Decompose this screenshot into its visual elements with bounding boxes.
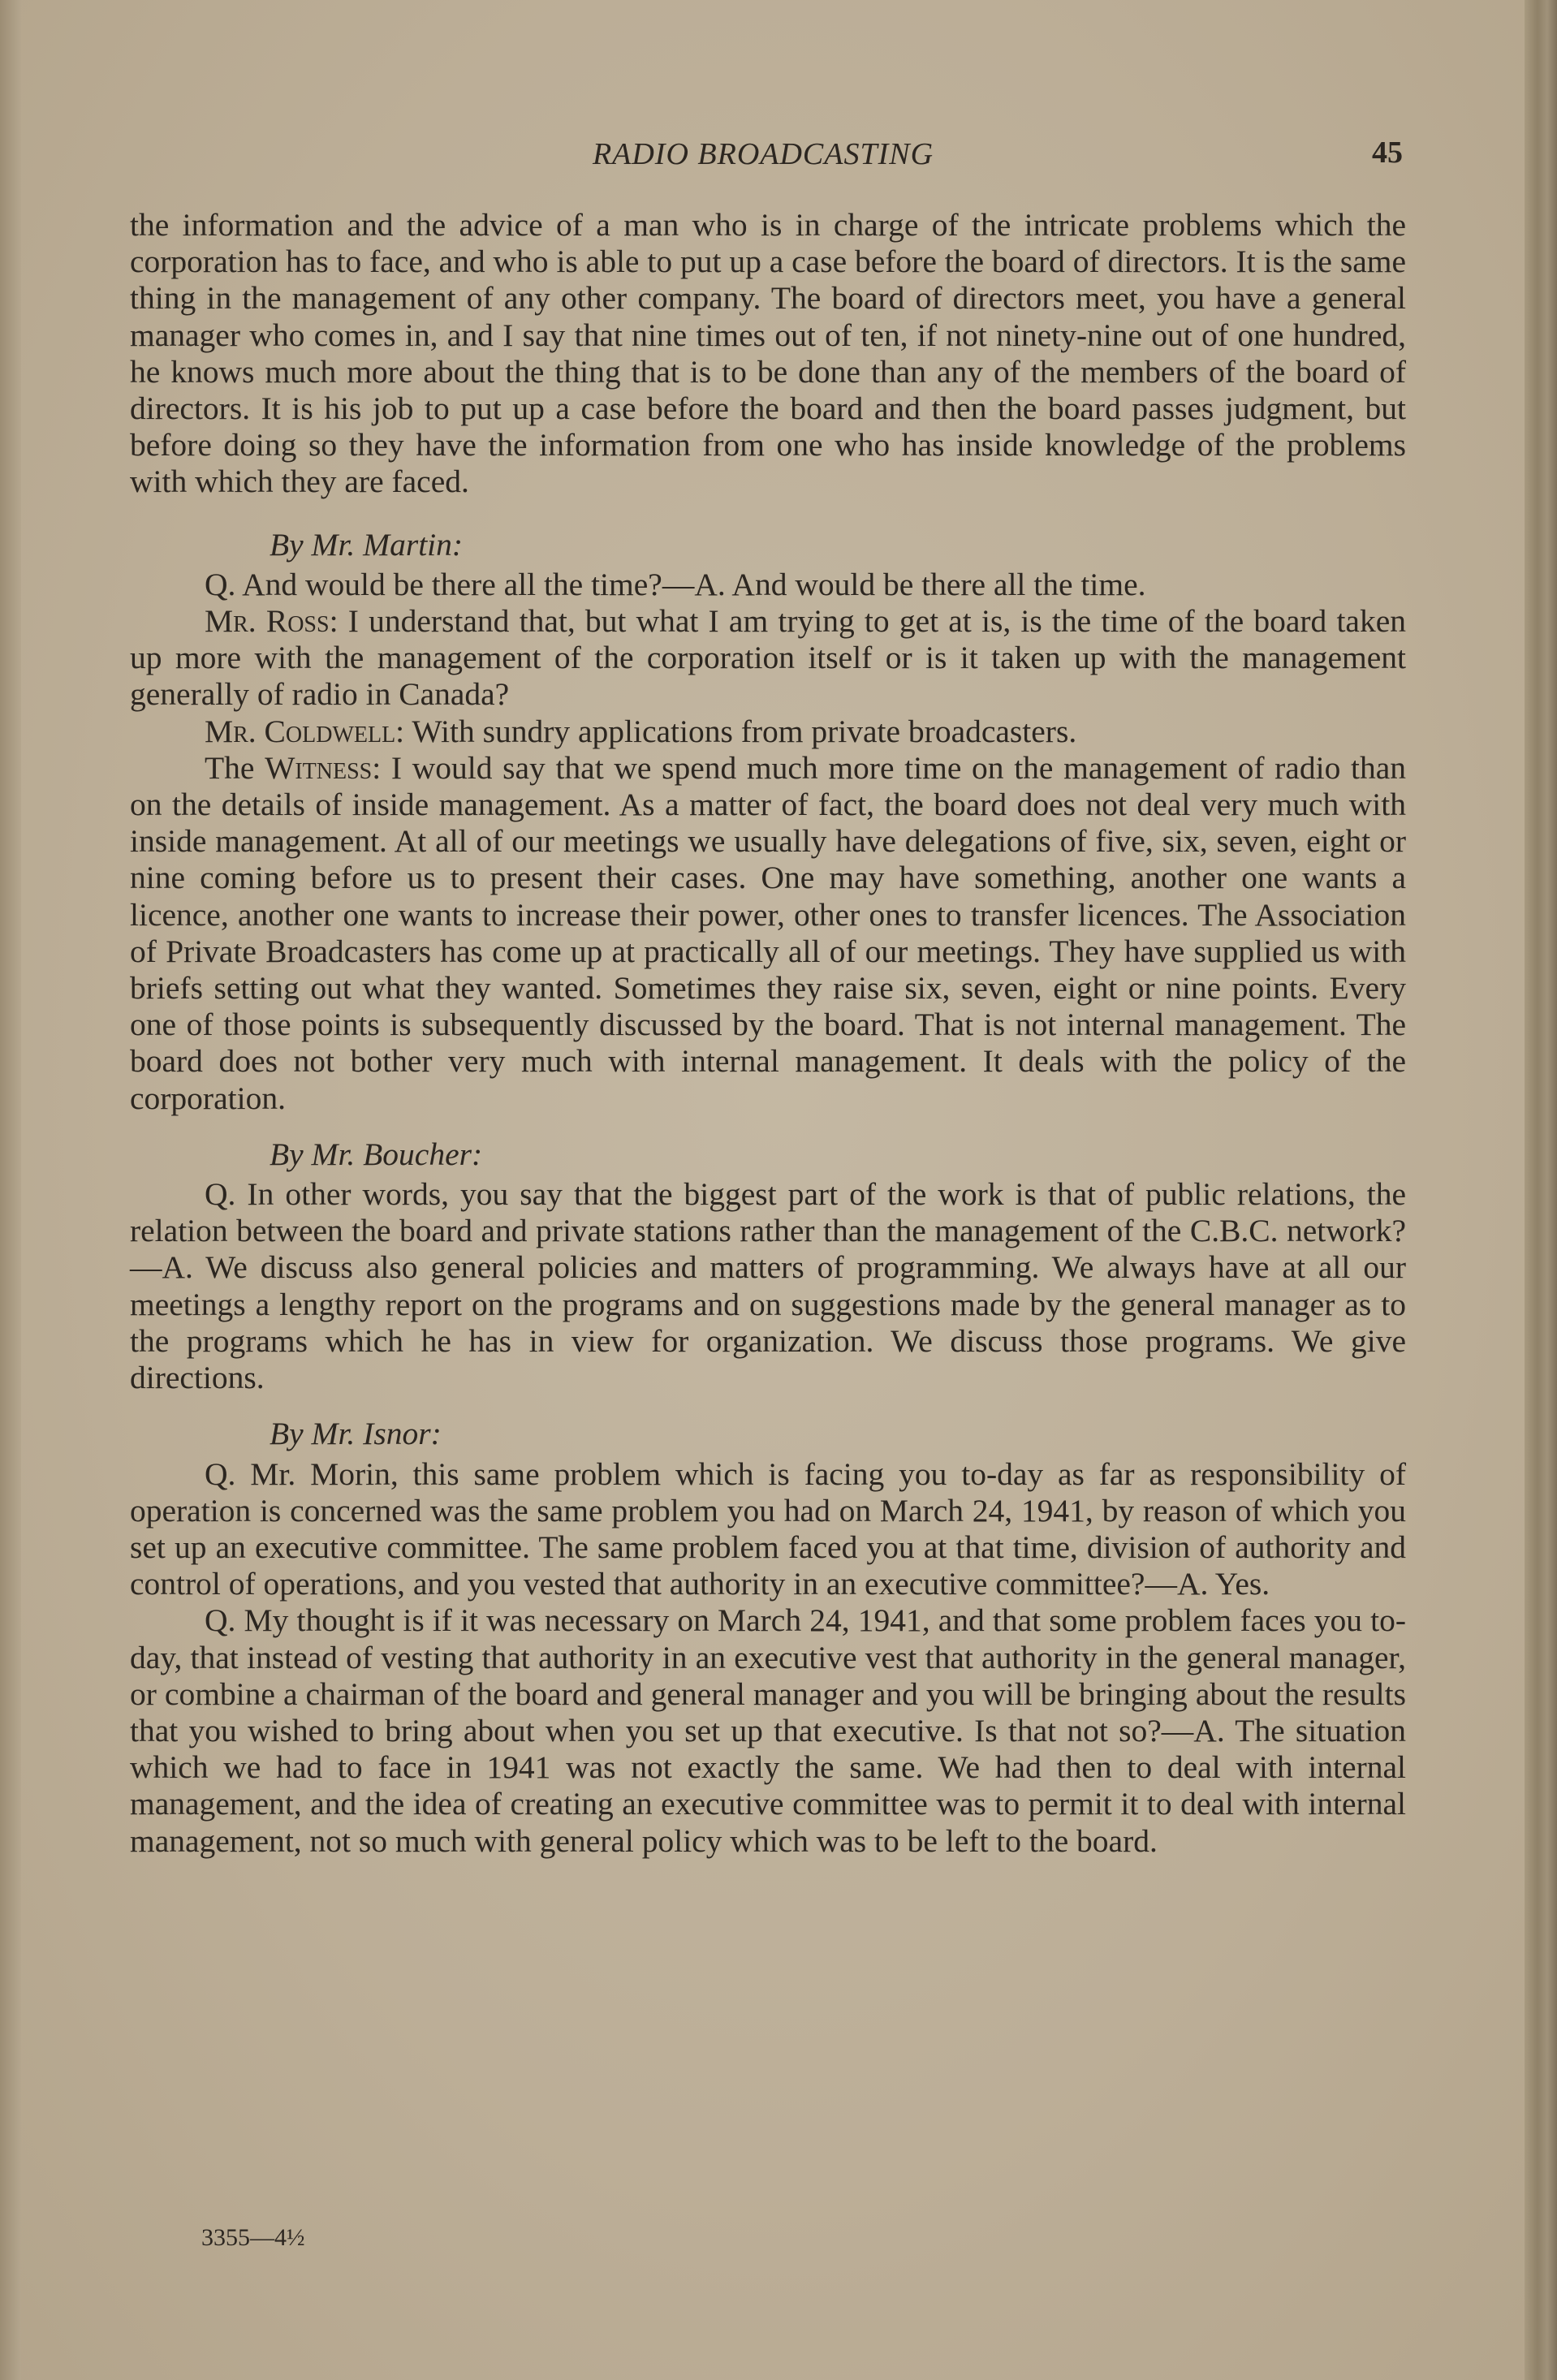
examiner-heading-isnor: By Mr. Isnor: <box>270 1416 442 1452</box>
statement-coldwell-text: With sundry applications from private broadcasters. <box>404 713 1077 749</box>
statement-ross-text: I understand that, but what I am trying to get at is, is the time of the board taken up more with the management of the corporation itself or is it taken up with the management generally of radio in Canada? <box>130 603 1407 713</box>
statement-ross <box>130 603 1406 714</box>
printer-signature: 3355—4½ <box>201 2224 305 2251</box>
statement-witness <box>130 750 1406 1117</box>
question-isnor-2: Q. My thought is if it was necessary on March 24, 1941, and that some problem faces you to-day, that instead of vesting that authority in an executive vest that authority in the general manager, or combine a chairman of the board and general manager and you will be bringing about the results that you wished to bring about when you set up that executive. Is that not so?—A. The situation which we had to face in 1941 was not exactly the same. We had then to deal with internal management, and the idea of creating an executive committee was to permit it to deal with internal management, not so much with general policy which was to be left to the board. <box>130 1602 1406 1859</box>
speaker-witness: Witness: <box>265 749 382 786</box>
question-martin: Q. And would be there all the time?—A. And would be there all the time. <box>205 566 1146 602</box>
page-left-edge <box>0 0 21 2380</box>
speaker-ross: Mr. Ross: <box>205 603 339 640</box>
examiner-heading-martin: By Mr. Martin: <box>270 526 464 563</box>
running-head <box>130 136 1403 177</box>
witness-prefix: The <box>205 749 265 786</box>
page-number: 45 <box>1372 136 1403 170</box>
question-isnor-1: Q. Mr. Morin, this same problem which is facing you to-day as far as responsibility of operation is concerned was the same problem you had on March 24, 1941, by reason of which you set up an executive committee. The same problem faced you at that time, division of authority and control of operations, and you vested that authority in an executive committee?—A. Yes. <box>130 1455 1406 1602</box>
statement-witness-text: I would say that we spend much more time on the management of radio than on the details of inside management. As a matter of fact, the board does not deal very much with inside management. At all of our meetings we usually have delegations of five, six, seven, eight or nine coming before us to present their cases. One may have something, another one wants a licence, another one wants to increase their power, other ones to transfer licences. The Association of Private Broadcasters has come up at practically all of our meetings. They have supplied us with briefs setting out what they wanted. Sometimes they raise six, seven, eight or nine points. Every one of those points is subsequently discussed by the board. That is not internal management. The board does not bother very much with internal management. It deals with the policy of the corporation. <box>130 749 1406 1116</box>
binding-edge <box>1525 0 1557 2380</box>
body-text <box>130 207 1406 1860</box>
examiner-heading-boucher: By Mr. Boucher: <box>270 1136 483 1172</box>
statement-coldwell <box>130 714 1406 750</box>
paragraph-continuation: the information and the advice of a man who is in charge of the intricate problems which the corporation has to face, and who is able to put up a case before the board of directors. It is the same thing in the management of any other company. The board of directors meet, you have a general manager who comes in, and I say that nine times out of ten, if not ninety-nine out of one hundred, he knows much more about the thing that is to be done than any of the members of the board of directors. It is his job to put up a case before the board and then the board passes judgment, but before doing so they have the information from one who has inside knowledge of the problems with which they are faced. <box>130 207 1406 500</box>
running-title: RADIO BROADCASTING <box>592 137 934 171</box>
speaker-coldwell: Mr. Coldwell: <box>205 713 405 749</box>
question-boucher: Q. In other words, you say that the biggest part of the work is that of public relations, the relation between the board and private stations rather than the management of the C.B.C. network?—A. We discuss also general policies and matters of programming. We always have at all our meetings a lengthy report on the programs and on suggestions made by the general manager as to the programs which he has in view for organization. We discuss those programs. We give directions. <box>130 1176 1406 1396</box>
